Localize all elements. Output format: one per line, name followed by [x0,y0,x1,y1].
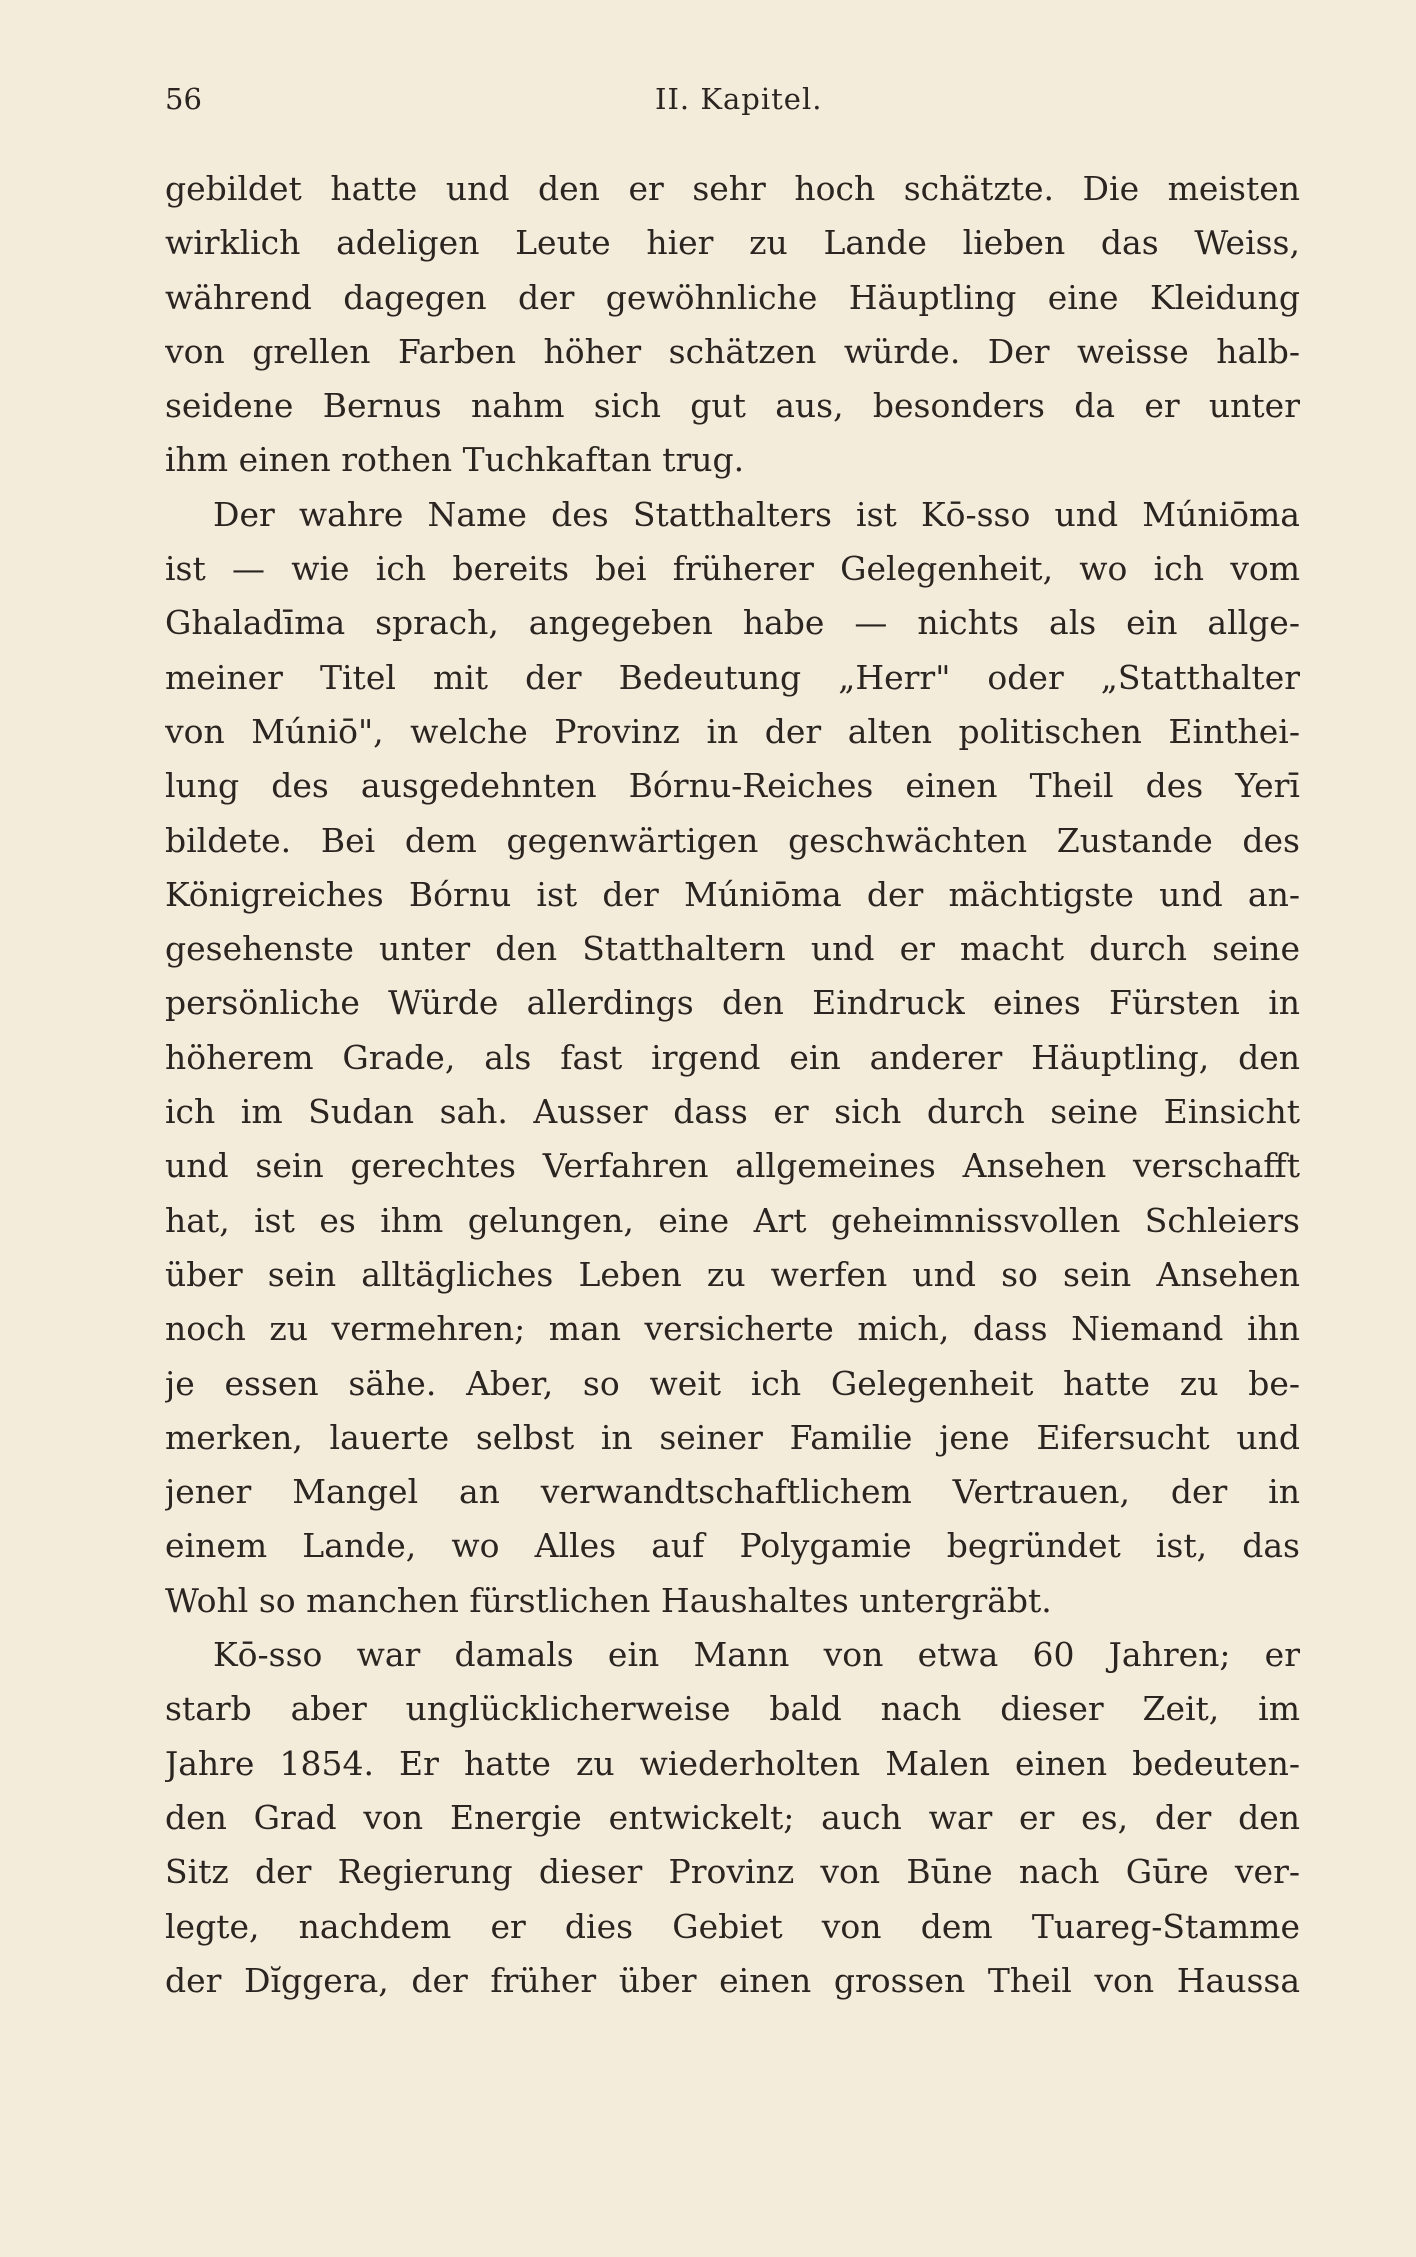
text-line: Königreiches Bórnu ist der Múniōma der mächtigste und an- [165,874,1300,914]
text-line: von grellen Farben höher schätzen würde. Der weisse halb- [165,331,1300,371]
text-line: einem Lande, wo Alles auf Polygamie begründet ist, das [165,1526,1300,1566]
text-line: gesehenste unter den Statthaltern und er macht durch seine [165,929,1300,969]
paragraph [165,488,1300,1628]
text-line: Der wahre Name des Statthalters ist Kō-sso und Múniōma [213,494,1300,534]
text-line: Ghaladīma sprach, angegeben habe — nichts als ein allge- [165,603,1300,643]
text-line: bildete. Bei dem gegenwärtigen geschwächten Zustande des [165,820,1300,860]
body-text [165,162,1300,2008]
text-line: Kō-sso war damals ein Mann von etwa 60 Jahren; er [213,1635,1300,1675]
text-line: lung des ausgedehnten Bórnu-Reiches einen Theil des Yerī [165,766,1300,806]
text-line: von Múniō", welche Provinz in der alten politischen Einthei- [165,711,1300,751]
running-head: II. Kapitel. [655,82,823,116]
text-line: merken, lauerte selbst in seiner Familie jene Eifersucht und [165,1417,1300,1457]
text-line: ihm einen rothen Tuchkaftan trug. [165,440,745,480]
text-line: je essen sähe. Aber, so weit ich Gelegenheit hatte zu be- [165,1363,1300,1403]
text-line: während dagegen der gewöhnliche Häuptling eine Kleidung [165,277,1300,317]
text-line: noch zu vermehren; man versicherte mich, dass Niemand ihn [165,1309,1300,1349]
text-line: legte, nachdem er dies Gebiet von dem Tuareg-Stamme [165,1906,1300,1946]
paragraph [165,1628,1300,2008]
text-line: jener Mangel an verwandtschaftlichem Vertrauen, der in [165,1472,1300,1512]
text-line: ich im Sudan sah. Ausser dass er sich durch seine Einsicht [165,1092,1300,1132]
page-header [165,82,1300,132]
text-line: seidene Bernus nahm sich gut aus, besonders da er unter [165,386,1300,426]
text-line: höherem Grade, als fast irgend ein anderer Häuptling, den [165,1037,1300,1077]
text-line: Sitz der Regierung dieser Provinz von Būne nach Gūre ver- [165,1852,1300,1892]
page-number: 56 [165,82,202,116]
text-line: starb aber unglücklicherweise bald nach dieser Zeit, im [165,1689,1300,1729]
paragraph [165,162,1300,488]
text-line: persönliche Würde allerdings den Eindruck eines Fürsten in [165,983,1300,1023]
text-line: den Grad von Energie entwickelt; auch war er es, der den [165,1797,1300,1837]
text-line: gebildet hatte und den er sehr hoch schätzte. Die meisten [165,169,1300,208]
text-line: wirklich adeligen Leute hier zu Lande lieben das Weiss, [165,223,1300,263]
text-line: über sein alltägliches Leben zu werfen und so sein Ansehen [165,1254,1300,1294]
text-line: Wohl so manchen fürstlichen Haushaltes untergräbt. [165,1580,1052,1620]
text-line: meiner Titel mit der Bedeutung „Herr" oder „Statthalter [165,657,1300,697]
text-line: der Dĭggera, der früher über einen grossen Theil von Haussa [165,1960,1300,2000]
text-line: hat, ist es ihm gelungen, eine Art geheimnissvollen Schleiers [165,1200,1300,1240]
text-line: und sein gerechtes Verfahren allgemeines Ansehen verschafft [165,1146,1300,1186]
text-line: Jahre 1854. Er hatte zu wiederholten Malen einen bedeuten- [165,1743,1300,1783]
text-line: ist — wie ich bereits bei früherer Gelegenheit, wo ich vom [165,549,1300,589]
